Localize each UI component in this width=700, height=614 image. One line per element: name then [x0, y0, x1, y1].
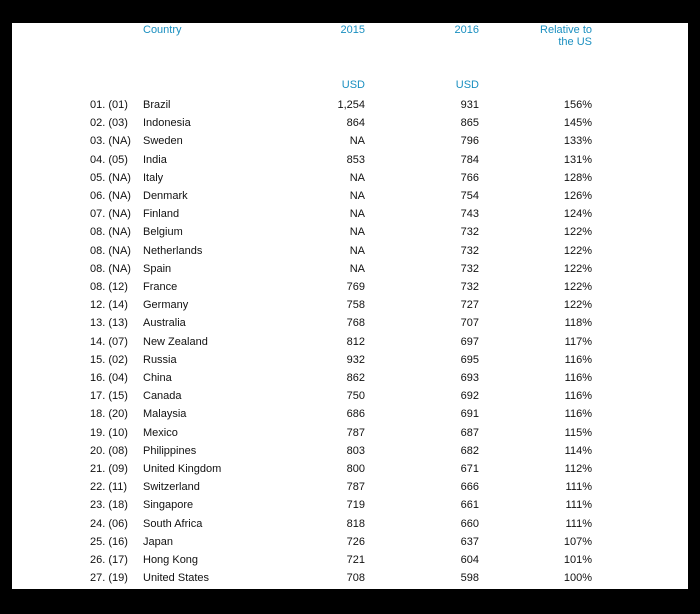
value-2015-cell: NA	[349, 244, 365, 257]
value-2015-cell: 800	[346, 463, 365, 475]
relative-cell: 122%	[563, 244, 592, 257]
value-2015-cell: NA	[349, 171, 365, 184]
unit-2015: USD	[341, 79, 365, 91]
value-2016-cell: 598	[460, 572, 479, 585]
relative-cell: 126%	[563, 190, 592, 202]
country-cell: Philippines	[143, 444, 197, 457]
rank-cell: 17. (15)	[90, 390, 128, 403]
value-2015-cell: 1,254	[337, 99, 365, 111]
relative-cell: 128%	[563, 171, 592, 184]
table-row	[12, 333, 688, 351]
value-2015-cell: 719	[346, 499, 365, 512]
rank-cell: 06. (NA)	[90, 190, 131, 202]
table-row	[12, 242, 688, 260]
relative-cell: 122%	[563, 281, 592, 293]
rank-cell: 22. (11)	[90, 481, 128, 494]
value-2016-cell: 727	[460, 299, 479, 312]
relative-cell: 116%	[564, 372, 592, 384]
rank-cell: 16. (04)	[90, 372, 128, 384]
value-2015-cell: NA	[349, 226, 365, 239]
country-cell: Indonesia	[143, 117, 191, 130]
relative-cell: 122%	[563, 226, 592, 239]
relative-cell: 131%	[563, 153, 592, 166]
rank-cell: 26. (17)	[90, 554, 128, 566]
relative-cell: 122%	[563, 299, 592, 312]
country-cell: Australia	[143, 317, 186, 330]
value-2015-cell: 812	[346, 335, 365, 348]
value-2016-cell: 732	[460, 262, 479, 275]
value-2016-cell: 931	[460, 99, 479, 111]
value-2015-cell: 721	[346, 554, 365, 566]
rank-cell: 20. (08)	[90, 444, 128, 457]
relative-cell: 111%	[565, 481, 592, 494]
country-cell: United States	[143, 572, 210, 585]
country-cell: Belgium	[143, 226, 183, 239]
table-row	[12, 132, 688, 150]
country-cell: Brazil	[143, 99, 171, 111]
rank-cell: 12. (14)	[90, 299, 128, 312]
table-row	[12, 496, 688, 514]
value-2015-cell: 750	[346, 390, 365, 403]
rank-cell: 04. (05)	[90, 153, 128, 166]
table-row	[12, 478, 688, 496]
table-row	[12, 187, 688, 205]
country-cell: Germany	[143, 299, 189, 312]
rank-cell: 25. (16)	[90, 535, 128, 548]
table-row	[12, 296, 688, 314]
rank-cell: 08. (NA)	[90, 262, 131, 275]
value-2016-cell: 666	[460, 481, 479, 494]
value-2016-cell: 637	[460, 535, 479, 548]
rank-cell: 08. (NA)	[90, 226, 131, 239]
relative-cell: 101%	[563, 554, 592, 566]
rank-cell: 15. (02)	[90, 353, 128, 366]
value-2016-cell: 691	[460, 408, 479, 421]
table-row	[12, 569, 688, 587]
value-2015-cell: 787	[346, 481, 365, 494]
value-2016-cell: 692	[460, 390, 479, 403]
value-2016-cell: 743	[460, 208, 479, 221]
relative-cell: 145%	[563, 117, 592, 130]
table-row	[12, 533, 688, 551]
value-2015-cell: NA	[349, 135, 365, 148]
table-row	[12, 260, 688, 278]
table-row	[12, 151, 688, 169]
country-cell: Singapore	[143, 499, 194, 512]
relative-cell: 156%	[563, 99, 592, 111]
rank-cell: 23. (18)	[90, 499, 128, 512]
relative-cell: 122%	[563, 262, 592, 275]
value-2016-cell: 661	[460, 499, 479, 512]
value-2015-cell: NA	[349, 208, 365, 221]
value-2015-cell: 862	[346, 372, 365, 384]
value-2015-cell: NA	[349, 262, 365, 275]
value-2016-cell: 695	[460, 353, 479, 366]
relative-cell: 118%	[564, 317, 592, 330]
header-2016: 2016	[454, 24, 479, 36]
rank-cell: 01. (01)	[90, 99, 128, 111]
value-2015-cell: 758	[346, 299, 365, 312]
value-2015-cell: NA	[349, 190, 365, 202]
value-2016-cell: 865	[460, 117, 479, 130]
table-row	[12, 351, 688, 369]
country-cell: South Africa	[143, 517, 203, 530]
relative-cell: 114%	[564, 444, 592, 457]
rank-cell: 18. (20)	[90, 408, 128, 421]
header-country: Country	[143, 24, 182, 36]
relative-cell: 116%	[564, 353, 592, 366]
value-2015-cell: 769	[346, 281, 365, 293]
value-2016-cell: 687	[460, 426, 479, 439]
header-2015: 2015	[340, 24, 365, 36]
value-2015-cell: 818	[346, 517, 365, 530]
country-cell: Switzerland	[143, 481, 200, 494]
value-2015-cell: 768	[346, 317, 365, 330]
table-row	[12, 314, 688, 332]
value-2015-cell: 708	[346, 572, 365, 585]
rank-cell: 19. (10)	[90, 426, 128, 439]
table-row	[12, 169, 688, 187]
value-2016-cell: 754	[460, 190, 479, 202]
country-cell: Japan	[143, 535, 173, 548]
table-page	[12, 23, 688, 589]
rank-cell: 08. (12)	[90, 281, 128, 293]
country-cell: New Zealand	[143, 335, 208, 348]
table-row	[12, 424, 688, 442]
relative-cell: 117%	[564, 335, 592, 348]
relative-cell: 115%	[564, 426, 592, 439]
table-row	[12, 96, 688, 114]
relative-cell: 111%	[565, 517, 592, 530]
table-row	[12, 278, 688, 296]
value-2016-cell: 671	[460, 463, 479, 475]
country-cell: Finland	[143, 208, 180, 221]
table-row	[12, 369, 688, 387]
country-cell: Denmark	[143, 190, 188, 202]
table-row	[12, 387, 688, 405]
country-cell: Spain	[143, 262, 172, 275]
value-2016-cell: 732	[460, 281, 479, 293]
country-cell: India	[143, 153, 167, 166]
value-2015-cell: 726	[346, 535, 365, 548]
rank-cell: 27. (19)	[90, 572, 128, 585]
relative-cell: 116%	[564, 390, 592, 403]
rank-cell: 03. (NA)	[90, 135, 131, 148]
value-2016-cell: 732	[460, 226, 479, 239]
table-row	[12, 460, 688, 478]
value-2015-cell: 686	[346, 408, 365, 421]
value-2016-cell: 732	[460, 244, 479, 257]
header-relative: Relative to the US	[540, 24, 592, 48]
country-cell: Mexico	[143, 426, 178, 439]
rank-cell: 02. (03)	[90, 117, 128, 130]
country-cell: Malaysia	[143, 408, 187, 421]
country-cell: Sweden	[143, 135, 183, 148]
country-cell: Hong Kong	[143, 554, 199, 566]
relative-cell: 107%	[563, 535, 592, 548]
value-2015-cell: 932	[346, 353, 365, 366]
rank-cell: 24. (06)	[90, 517, 128, 530]
value-2015-cell: 864	[346, 117, 365, 130]
country-cell: Russia	[143, 353, 177, 366]
rank-cell: 13. (13)	[90, 317, 128, 330]
relative-cell: 111%	[565, 499, 592, 512]
country-cell: Canada	[143, 390, 182, 403]
table-row	[12, 442, 688, 460]
country-cell: China	[143, 372, 172, 384]
rank-cell: 07. (NA)	[90, 208, 131, 221]
relative-cell: 124%	[563, 208, 592, 221]
table-row	[12, 551, 688, 569]
value-2015-cell: 787	[346, 426, 365, 439]
value-2016-cell: 707	[460, 317, 479, 330]
table-row	[12, 515, 688, 533]
rank-cell: 21. (09)	[90, 463, 128, 475]
rank-cell: 14. (07)	[90, 335, 128, 348]
rank-cell: 05. (NA)	[90, 171, 131, 184]
value-2015-cell: 853	[346, 153, 365, 166]
value-2016-cell: 682	[460, 444, 479, 457]
table-row	[12, 223, 688, 241]
country-cell: Italy	[143, 171, 164, 184]
value-2016-cell: 660	[460, 517, 479, 530]
value-2016-cell: 604	[460, 554, 479, 566]
value-2016-cell: 766	[460, 171, 479, 184]
value-2016-cell: 693	[460, 372, 479, 384]
table-row	[12, 405, 688, 423]
value-2016-cell: 784	[460, 153, 479, 166]
relative-cell: 100%	[563, 572, 592, 585]
country-cell: United Kingdom	[143, 463, 222, 475]
country-cell: France	[143, 281, 178, 293]
value-2016-cell: 796	[460, 135, 479, 148]
relative-cell: 112%	[564, 463, 592, 475]
rank-cell: 08. (NA)	[90, 244, 131, 257]
unit-2016: USD	[455, 79, 479, 91]
relative-cell: 133%	[563, 135, 592, 148]
relative-cell: 116%	[564, 408, 592, 421]
table-row	[12, 114, 688, 132]
value-2016-cell: 697	[460, 335, 479, 348]
value-2015-cell: 803	[346, 444, 365, 457]
country-cell: Netherlands	[143, 244, 203, 257]
table-row	[12, 205, 688, 223]
